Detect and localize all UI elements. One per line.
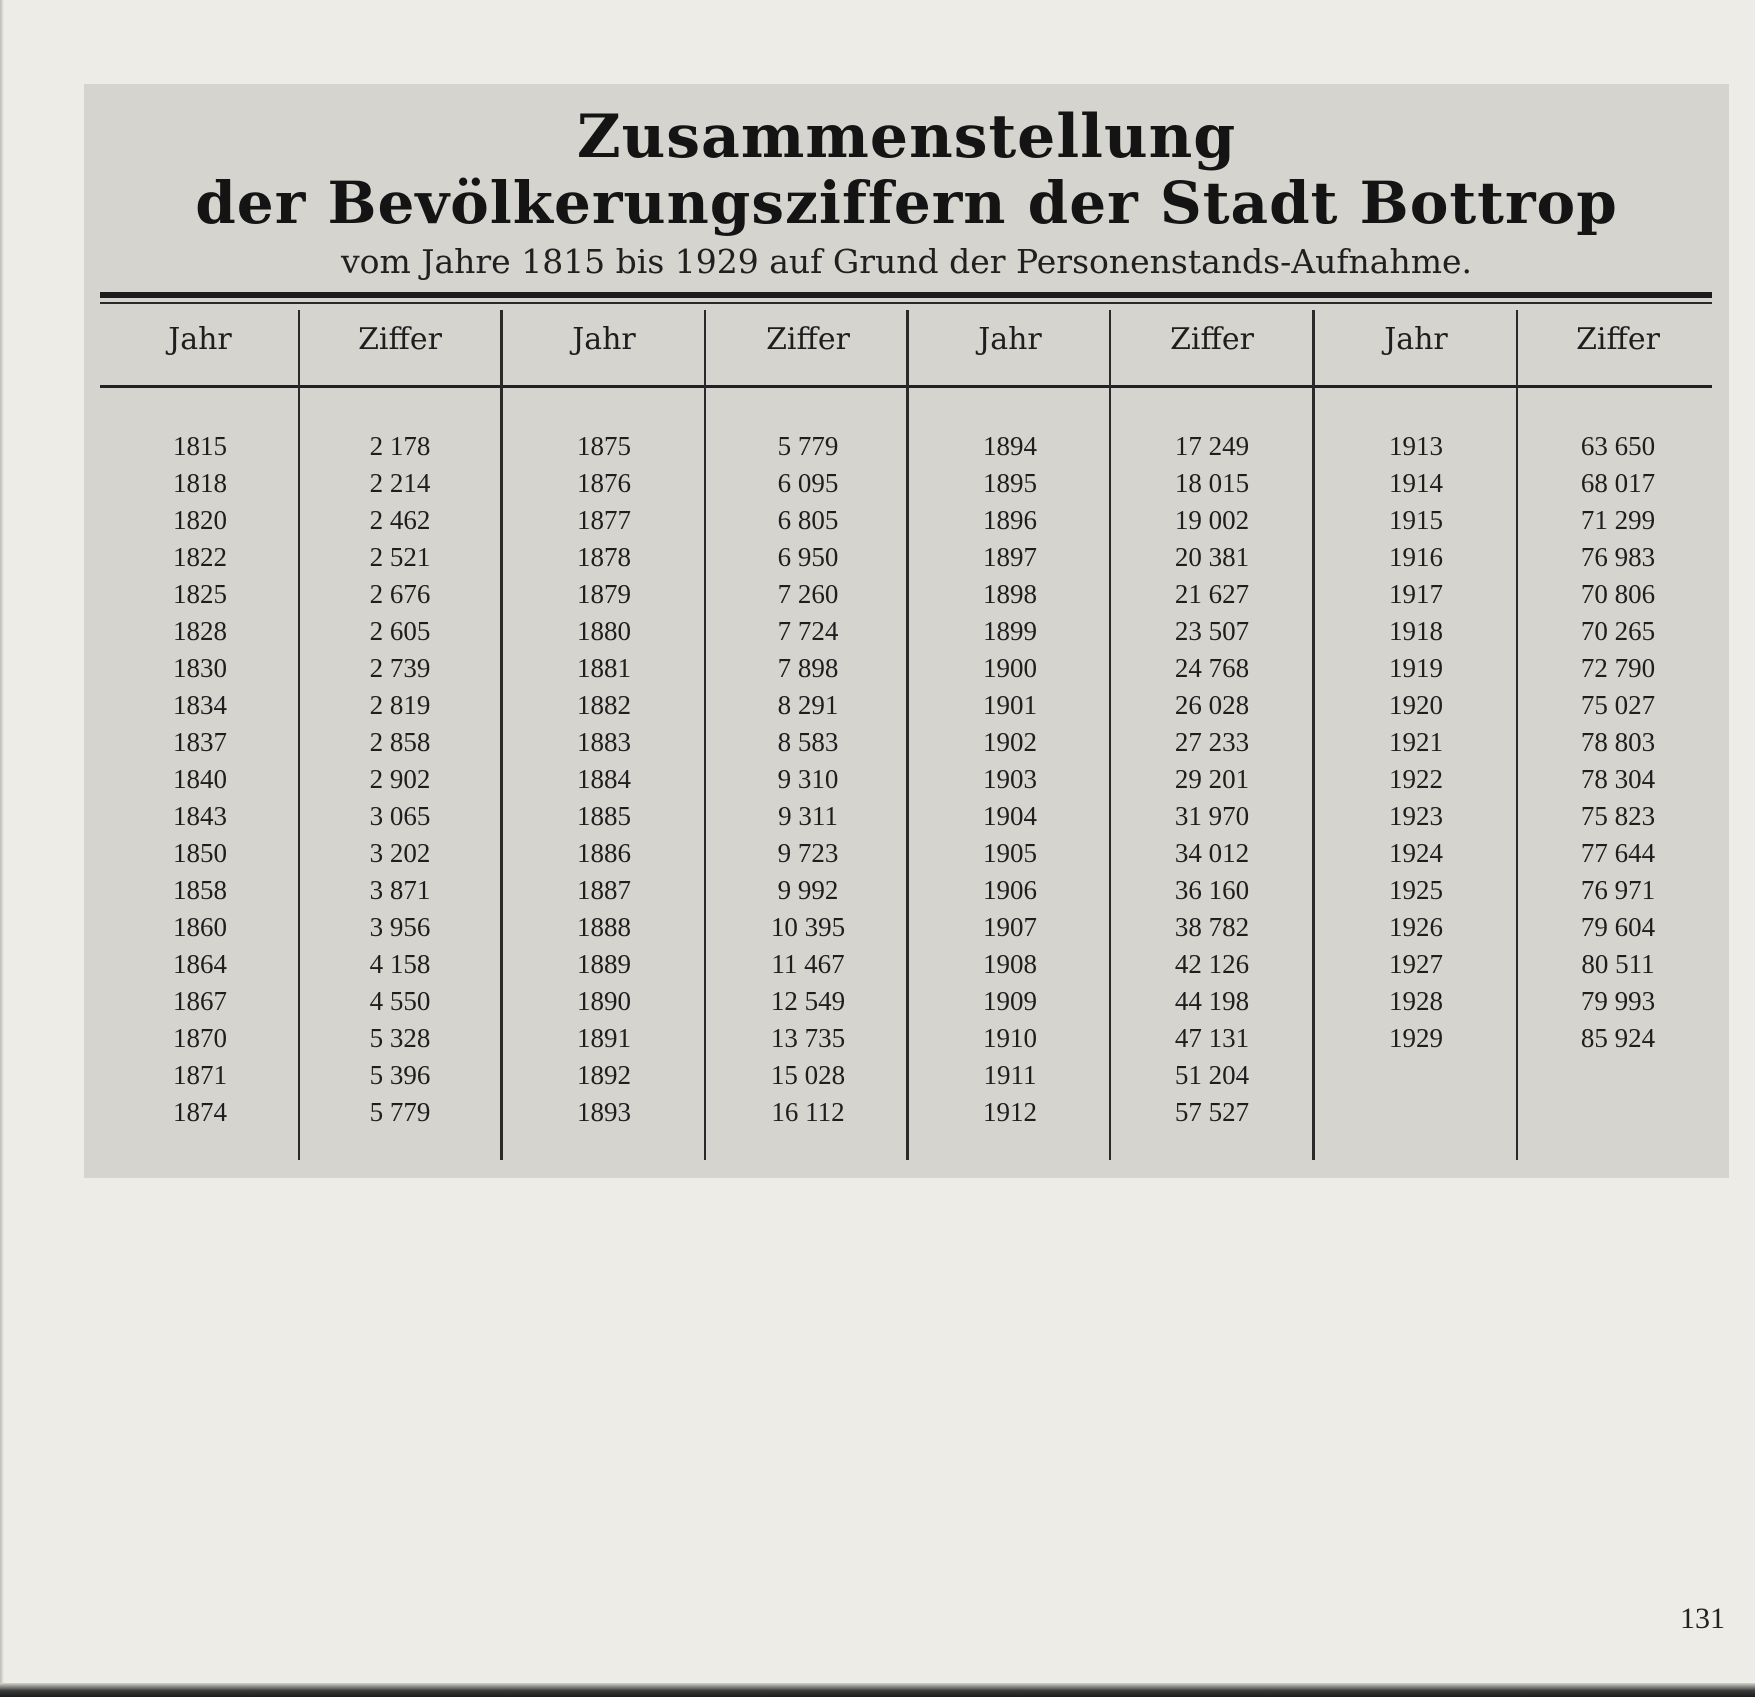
year-cell: 1903 — [983, 764, 1037, 794]
year-cell: 1906 — [983, 875, 1037, 905]
year-cell: 1876 — [577, 468, 631, 498]
value-cell: 63 650 — [1580, 431, 1656, 461]
year-cell: 1896 — [983, 505, 1037, 535]
year-cell: 1912 — [983, 1097, 1037, 1127]
value-column — [1112, 428, 1312, 1131]
value-cell: 3 202 — [369, 838, 431, 868]
year-cell: 1907 — [983, 912, 1037, 942]
value-cell: 2 214 — [369, 468, 431, 498]
value-cell: 70 265 — [1580, 616, 1656, 646]
title-line-1: Zusammenstellung — [576, 102, 1237, 172]
value-cell: 5 396 — [369, 1060, 431, 1090]
year-cell: 1898 — [983, 579, 1037, 609]
year-column — [100, 428, 300, 1131]
value-cell: 47 131 — [1174, 1023, 1250, 1053]
year-cell: 1914 — [1389, 468, 1443, 498]
year-cell: 1850 — [173, 838, 227, 868]
top-rule — [100, 292, 1712, 298]
book-edge — [0, 1683, 1755, 1697]
value-cell: 76 983 — [1580, 542, 1656, 572]
year-cell: 1921 — [1389, 727, 1443, 757]
year-cell: 1820 — [173, 505, 227, 535]
year-cell: 1834 — [173, 690, 227, 720]
year-cell: 1875 — [577, 431, 631, 461]
header-jahr: Jahr — [572, 322, 636, 357]
value-cell: 2 739 — [369, 653, 431, 683]
group-divider — [1312, 310, 1315, 1160]
value-cell: 8 583 — [777, 727, 839, 757]
year-cell: 1822 — [173, 542, 227, 572]
value-cell: 6 095 — [777, 468, 839, 498]
value-cell: 2 676 — [369, 579, 431, 609]
year-cell: 1893 — [577, 1097, 631, 1127]
value-cell: 23 507 — [1174, 616, 1250, 646]
value-cell: 77 644 — [1580, 838, 1656, 868]
value-cell: 2 605 — [369, 616, 431, 646]
year-cell: 1858 — [173, 875, 227, 905]
value-cell: 3 871 — [369, 875, 431, 905]
year-cell: 1891 — [577, 1023, 631, 1053]
value-cell: 26 028 — [1174, 690, 1250, 720]
value-cell: 7 898 — [777, 653, 839, 683]
value-cell: 75 823 — [1580, 801, 1656, 831]
value-cell: 12 549 — [770, 986, 846, 1016]
year-cell: 1890 — [577, 986, 631, 1016]
value-cell: 6 950 — [777, 542, 839, 572]
value-cell: 21 627 — [1174, 579, 1250, 609]
value-cell: 75 027 — [1580, 690, 1656, 720]
value-cell: 44 198 — [1174, 986, 1250, 1016]
year-cell: 1828 — [173, 616, 227, 646]
year-cell: 1818 — [173, 468, 227, 498]
year-cell: 1929 — [1389, 1023, 1443, 1053]
year-cell: 1885 — [577, 801, 631, 831]
year-cell: 1915 — [1389, 505, 1443, 535]
header-ziffer: Ziffer — [358, 322, 442, 357]
year-cell: 1884 — [577, 764, 631, 794]
value-cell: 51 204 — [1174, 1060, 1250, 1090]
year-cell: 1870 — [173, 1023, 227, 1053]
year-cell: 1913 — [1389, 431, 1443, 461]
value-cell: 16 112 — [771, 1097, 845, 1127]
year-cell: 1925 — [1389, 875, 1443, 905]
value-cell: 7 724 — [777, 616, 839, 646]
value-cell: 4 158 — [369, 949, 431, 979]
value-cell: 9 723 — [777, 838, 839, 868]
year-cell: 1878 — [577, 542, 631, 572]
year-cell: 1919 — [1389, 653, 1443, 683]
value-cell: 4 550 — [369, 986, 431, 1016]
year-cell: 1840 — [173, 764, 227, 794]
value-cell: 34 012 — [1174, 838, 1250, 868]
table-photo — [84, 84, 1729, 1178]
year-cell: 1902 — [983, 727, 1037, 757]
year-cell: 1877 — [577, 505, 631, 535]
year-cell: 1886 — [577, 838, 631, 868]
subtitle: vom Jahre 1815 bis 1929 auf Grund der Personenstands-Aufnahme. — [340, 242, 1473, 281]
year-cell: 1905 — [983, 838, 1037, 868]
year-cell: 1899 — [983, 616, 1037, 646]
year-cell: 1837 — [173, 727, 227, 757]
value-cell: 27 233 — [1174, 727, 1250, 757]
year-cell: 1843 — [173, 801, 227, 831]
value-cell: 76 971 — [1580, 875, 1656, 905]
value-cell: 79 993 — [1580, 986, 1656, 1016]
year-cell: 1901 — [983, 690, 1037, 720]
year-cell: 1928 — [1389, 986, 1443, 1016]
value-cell: 68 017 — [1580, 468, 1656, 498]
year-cell: 1860 — [173, 912, 227, 942]
year-cell: 1867 — [173, 986, 227, 1016]
value-cell: 10 395 — [770, 912, 846, 942]
value-cell: 78 803 — [1580, 727, 1656, 757]
value-cell: 13 735 — [770, 1023, 846, 1053]
year-cell: 1904 — [983, 801, 1037, 831]
header-ziffer: Ziffer — [766, 322, 850, 357]
year-cell: 1900 — [983, 653, 1037, 683]
year-cell: 1924 — [1389, 838, 1443, 868]
value-column — [1518, 428, 1718, 1057]
header-jahr: Jahr — [168, 322, 232, 357]
year-cell: 1825 — [173, 579, 227, 609]
value-cell: 9 992 — [777, 875, 839, 905]
value-cell: 2 858 — [369, 727, 431, 757]
year-cell: 1871 — [173, 1060, 227, 1090]
value-cell: 2 902 — [369, 764, 431, 794]
year-cell: 1888 — [577, 912, 631, 942]
value-cell: 5 779 — [777, 431, 839, 461]
value-column — [708, 428, 908, 1131]
value-cell: 11 467 — [771, 949, 845, 979]
value-cell: 19 002 — [1174, 505, 1250, 535]
year-cell: 1922 — [1389, 764, 1443, 794]
year-cell: 1908 — [983, 949, 1037, 979]
year-cell: 1917 — [1389, 579, 1443, 609]
group-divider — [500, 310, 503, 1160]
year-column — [910, 428, 1110, 1131]
value-cell: 7 260 — [777, 579, 839, 609]
year-cell: 1923 — [1389, 801, 1443, 831]
header-ziffer: Ziffer — [1170, 322, 1254, 357]
column-divider — [704, 310, 706, 1160]
value-cell: 70 806 — [1580, 579, 1656, 609]
value-cell: 3 956 — [369, 912, 431, 942]
year-cell: 1815 — [173, 431, 227, 461]
year-cell: 1887 — [577, 875, 631, 905]
value-cell: 29 201 — [1174, 764, 1250, 794]
year-cell: 1879 — [577, 579, 631, 609]
title-line-2: der Bevölkerungsziffern der Stadt Bottrop — [195, 169, 1618, 237]
value-cell: 2 521 — [369, 542, 431, 572]
value-cell: 85 924 — [1580, 1023, 1656, 1053]
year-cell: 1882 — [577, 690, 631, 720]
header-jahr: Jahr — [1384, 322, 1448, 357]
year-column — [1316, 428, 1516, 1057]
value-cell: 8 291 — [777, 690, 839, 720]
year-cell: 1910 — [983, 1023, 1037, 1053]
year-cell: 1881 — [577, 653, 631, 683]
year-cell: 1894 — [983, 431, 1037, 461]
value-cell: 42 126 — [1174, 949, 1250, 979]
year-cell: 1830 — [173, 653, 227, 683]
value-cell: 9 310 — [777, 764, 839, 794]
page-edge — [0, 0, 4, 1697]
year-cell: 1895 — [983, 468, 1037, 498]
year-cell: 1916 — [1389, 542, 1443, 572]
year-cell: 1883 — [577, 727, 631, 757]
value-cell: 72 790 — [1580, 653, 1656, 683]
value-cell: 2 819 — [369, 690, 431, 720]
value-cell: 24 768 — [1174, 653, 1250, 683]
value-cell: 5 328 — [369, 1023, 431, 1053]
value-cell: 79 604 — [1580, 912, 1656, 942]
value-cell: 15 028 — [770, 1060, 846, 1090]
value-cell: 18 015 — [1174, 468, 1250, 498]
year-cell: 1864 — [173, 949, 227, 979]
year-cell: 1880 — [577, 616, 631, 646]
value-cell: 71 299 — [1580, 505, 1656, 535]
value-cell: 38 782 — [1174, 912, 1250, 942]
value-cell: 31 970 — [1174, 801, 1250, 831]
year-column — [504, 428, 704, 1131]
header-ziffer: Ziffer — [1576, 322, 1660, 357]
top-rule-thin — [100, 302, 1712, 304]
year-cell: 1892 — [577, 1060, 631, 1090]
value-cell: 2 462 — [369, 505, 431, 535]
value-cell: 36 160 — [1174, 875, 1250, 905]
value-cell: 78 304 — [1580, 764, 1656, 794]
year-cell: 1889 — [577, 949, 631, 979]
header-jahr: Jahr — [978, 322, 1042, 357]
year-cell: 1918 — [1389, 616, 1443, 646]
value-cell: 5 779 — [369, 1097, 431, 1127]
value-cell: 2 178 — [369, 431, 431, 461]
value-cell: 57 527 — [1174, 1097, 1250, 1127]
value-cell: 6 805 — [777, 505, 839, 535]
page-number: 131 — [1680, 1602, 1725, 1635]
year-cell: 1920 — [1389, 690, 1443, 720]
year-cell: 1874 — [173, 1097, 227, 1127]
value-cell: 3 065 — [369, 801, 431, 831]
value-cell: 17 249 — [1174, 431, 1250, 461]
year-cell: 1909 — [983, 986, 1037, 1016]
value-cell: 80 511 — [1581, 949, 1655, 979]
value-cell: 20 381 — [1174, 542, 1250, 572]
year-cell: 1926 — [1389, 912, 1443, 942]
year-cell: 1897 — [983, 542, 1037, 572]
value-cell: 9 311 — [778, 801, 838, 831]
year-cell: 1911 — [983, 1060, 1037, 1090]
value-column — [300, 428, 500, 1131]
year-cell: 1927 — [1389, 949, 1443, 979]
